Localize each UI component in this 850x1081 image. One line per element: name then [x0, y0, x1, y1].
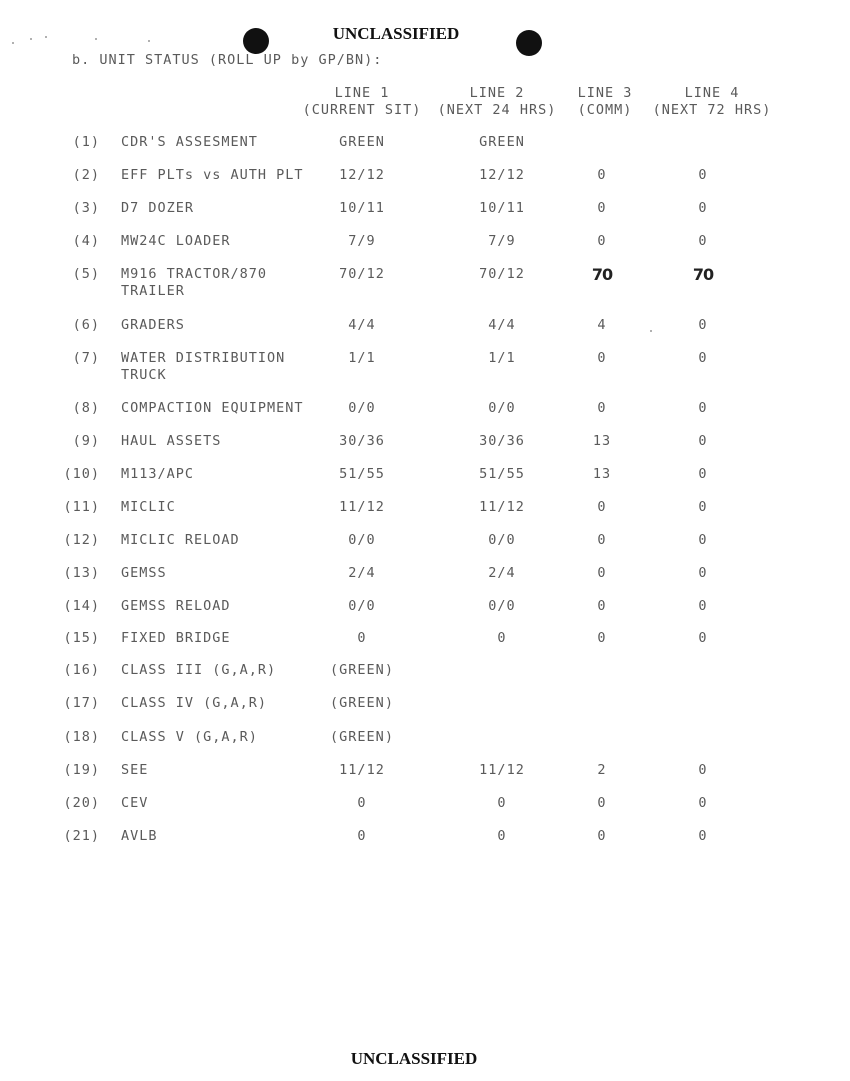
- cell-line-3: 0: [597, 598, 607, 614]
- column-header-line-4: [653, 85, 772, 119]
- row-label: GRADERS: [121, 317, 185, 333]
- cell-line-2: GREEN: [479, 134, 525, 150]
- column-header-line-3: [578, 85, 633, 119]
- cell-line-1: 2/4: [348, 565, 376, 581]
- cell-line-1: 30/36: [339, 433, 385, 449]
- row-label: CLASS V (G,A,R): [121, 729, 258, 745]
- row-label-continued: TRAILER: [121, 283, 185, 299]
- row-label: GEMSS RELOAD: [121, 598, 231, 614]
- row-number: (19): [63, 762, 100, 778]
- scan-speck: [12, 42, 14, 44]
- cell-line-2: 0: [497, 828, 507, 844]
- cell-line-4: 0: [698, 828, 708, 844]
- cell-line-4: 0: [698, 565, 708, 581]
- cell-line-3: 0: [597, 400, 607, 416]
- row-number: (20): [63, 795, 100, 811]
- cell-line-4: 0: [698, 433, 708, 449]
- column-header-subtitle: (NEXT 24 HRS): [437, 102, 557, 118]
- scan-speck: [30, 38, 32, 40]
- row-number: (18): [63, 729, 100, 745]
- cell-line-1: 0: [357, 828, 367, 844]
- row-number: (2): [72, 167, 100, 183]
- cell-line-4: 0: [698, 762, 708, 778]
- cell-line-1: 0: [357, 630, 367, 646]
- cell-line-2: 0/0: [488, 400, 516, 416]
- row-label: SEE: [121, 762, 149, 778]
- cell-line-1: 1/1: [348, 350, 376, 366]
- column-header-title: LINE 3: [577, 85, 633, 101]
- cell-line-2: 0: [497, 630, 507, 646]
- column-header-subtitle: (NEXT 72 HRS): [652, 102, 772, 118]
- cell-line-3: 0: [597, 233, 607, 249]
- cell-line-3: 70: [591, 265, 613, 284]
- cell-line-2: 7/9: [488, 233, 516, 249]
- cell-line-1: 10/11: [339, 200, 385, 216]
- cell-line-1: 11/12: [339, 762, 385, 778]
- row-number: (7): [72, 350, 100, 366]
- cell-line-3: 0: [597, 499, 607, 515]
- row-number: (17): [63, 695, 100, 711]
- cell-line-4: 0: [698, 795, 708, 811]
- row-label: COMPACTION EQUIPMENT: [121, 400, 304, 416]
- cell-line-1: 0: [357, 795, 367, 811]
- row-label: HAUL ASSETS: [121, 433, 222, 449]
- cell-line-2: 51/55: [479, 466, 525, 482]
- section-title: b. UNIT STATUS (ROLL UP by GP/BN):: [72, 52, 383, 68]
- cell-line-2: 0/0: [488, 532, 516, 548]
- cell-line-4: 0: [698, 532, 708, 548]
- cell-line-1: 7/9: [348, 233, 376, 249]
- cell-line-3: 0: [597, 532, 607, 548]
- column-header-title: LINE 1: [334, 85, 390, 101]
- cell-line-1: 11/12: [339, 499, 385, 515]
- row-label: FIXED BRIDGE: [121, 630, 231, 646]
- cell-line-1: 70/12: [339, 266, 385, 282]
- cell-line-3: 13: [592, 433, 612, 449]
- row-label: EFF PLTs vs AUTH PLT: [121, 167, 304, 183]
- row-number: (13): [63, 565, 100, 581]
- cell-line-4: 70: [692, 265, 714, 284]
- row-number: (6): [72, 317, 100, 333]
- cell-line-2: 11/12: [479, 762, 525, 778]
- cell-line-1: 0/0: [348, 598, 376, 614]
- cell-line-2: 70/12: [479, 266, 525, 282]
- cell-line-4: 0: [698, 167, 708, 183]
- classification-top: UNCLASSIFIED: [332, 24, 460, 43]
- cell-line-2: 0/0: [488, 598, 516, 614]
- row-number: (16): [63, 662, 100, 678]
- row-number: (5): [72, 266, 100, 282]
- row-number: (4): [72, 233, 100, 249]
- row-label: WATER DISTRIBUTION: [121, 350, 286, 366]
- row-number: (11): [63, 499, 100, 515]
- cell-line-1: (GREEN): [330, 729, 394, 745]
- cell-line-4: 0: [698, 200, 708, 216]
- row-label: MICLIC: [121, 499, 176, 515]
- cell-line-1: 51/55: [339, 466, 385, 482]
- cell-line-1: (GREEN): [330, 662, 394, 678]
- column-header-subtitle: (COMM): [577, 102, 633, 118]
- cell-line-3: 0: [597, 350, 607, 366]
- row-label: M916 TRACTOR/870: [121, 266, 268, 282]
- cell-line-2: 10/11: [479, 200, 525, 216]
- row-label: GEMSS: [121, 565, 167, 581]
- scan-speck: [650, 330, 652, 332]
- cell-line-1: 0/0: [348, 532, 376, 548]
- row-label: CLASS IV (G,A,R): [121, 695, 268, 711]
- column-header-line-1: [303, 85, 422, 119]
- cell-line-2: 1/1: [488, 350, 516, 366]
- cell-line-4: 0: [698, 317, 708, 333]
- row-number: (1): [72, 134, 100, 150]
- cell-line-4: 0: [698, 233, 708, 249]
- row-number: (9): [72, 433, 100, 449]
- row-number: (21): [63, 828, 100, 844]
- row-label: CDR'S ASSESMENT: [121, 134, 258, 150]
- row-number: (15): [63, 630, 100, 646]
- cell-line-1: 12/12: [339, 167, 385, 183]
- column-header-line-2: [438, 85, 557, 119]
- column-header-title: LINE 4: [684, 85, 740, 101]
- cell-line-3: 4: [597, 317, 607, 333]
- cell-line-2: 12/12: [479, 167, 525, 183]
- punch-hole-left: [243, 28, 269, 54]
- cell-line-3: 2: [597, 762, 607, 778]
- cell-line-3: 0: [597, 828, 607, 844]
- cell-line-3: 0: [597, 795, 607, 811]
- cell-line-3: 0: [597, 167, 607, 183]
- cell-line-4: 0: [698, 400, 708, 416]
- cell-line-4: 0: [698, 630, 708, 646]
- punch-hole-right: [516, 30, 542, 56]
- cell-line-1: 0/0: [348, 400, 376, 416]
- cell-line-1: GREEN: [339, 134, 385, 150]
- cell-line-2: 2/4: [488, 565, 516, 581]
- row-number: (12): [63, 532, 100, 548]
- row-number: (3): [72, 200, 100, 216]
- scan-speck: [148, 40, 150, 42]
- row-label: MW24C LOADER: [121, 233, 231, 249]
- scan-speck: [95, 38, 97, 40]
- cell-line-3: 13: [592, 466, 612, 482]
- scan-speck: [45, 36, 47, 38]
- row-number: (8): [72, 400, 100, 416]
- cell-line-4: 0: [698, 598, 708, 614]
- cell-line-1: (GREEN): [330, 695, 394, 711]
- cell-line-1: 4/4: [348, 317, 376, 333]
- cell-line-3: 0: [597, 565, 607, 581]
- row-label: CLASS III (G,A,R): [121, 662, 277, 678]
- column-header-subtitle: (CURRENT SIT): [302, 102, 422, 118]
- column-header-title: LINE 2: [469, 85, 525, 101]
- cell-line-4: 0: [698, 350, 708, 366]
- cell-line-3: 0: [597, 200, 607, 216]
- row-number: (10): [63, 466, 100, 482]
- cell-line-2: 11/12: [479, 499, 525, 515]
- cell-line-2: 4/4: [488, 317, 516, 333]
- cell-line-3: 0: [597, 630, 607, 646]
- cell-line-4: 0: [698, 466, 708, 482]
- row-number: (14): [63, 598, 100, 614]
- row-label: D7 DOZER: [121, 200, 195, 216]
- row-label: AVLB: [121, 828, 158, 844]
- row-label: MICLIC RELOAD: [121, 532, 240, 548]
- cell-line-2: 0: [497, 795, 507, 811]
- cell-line-4: 0: [698, 499, 708, 515]
- cell-line-2: 30/36: [479, 433, 525, 449]
- classification-bottom: UNCLASSIFIED: [350, 1049, 478, 1068]
- row-label-continued: TRUCK: [121, 367, 167, 383]
- row-label: M113/APC: [121, 466, 195, 482]
- row-label: CEV: [121, 795, 149, 811]
